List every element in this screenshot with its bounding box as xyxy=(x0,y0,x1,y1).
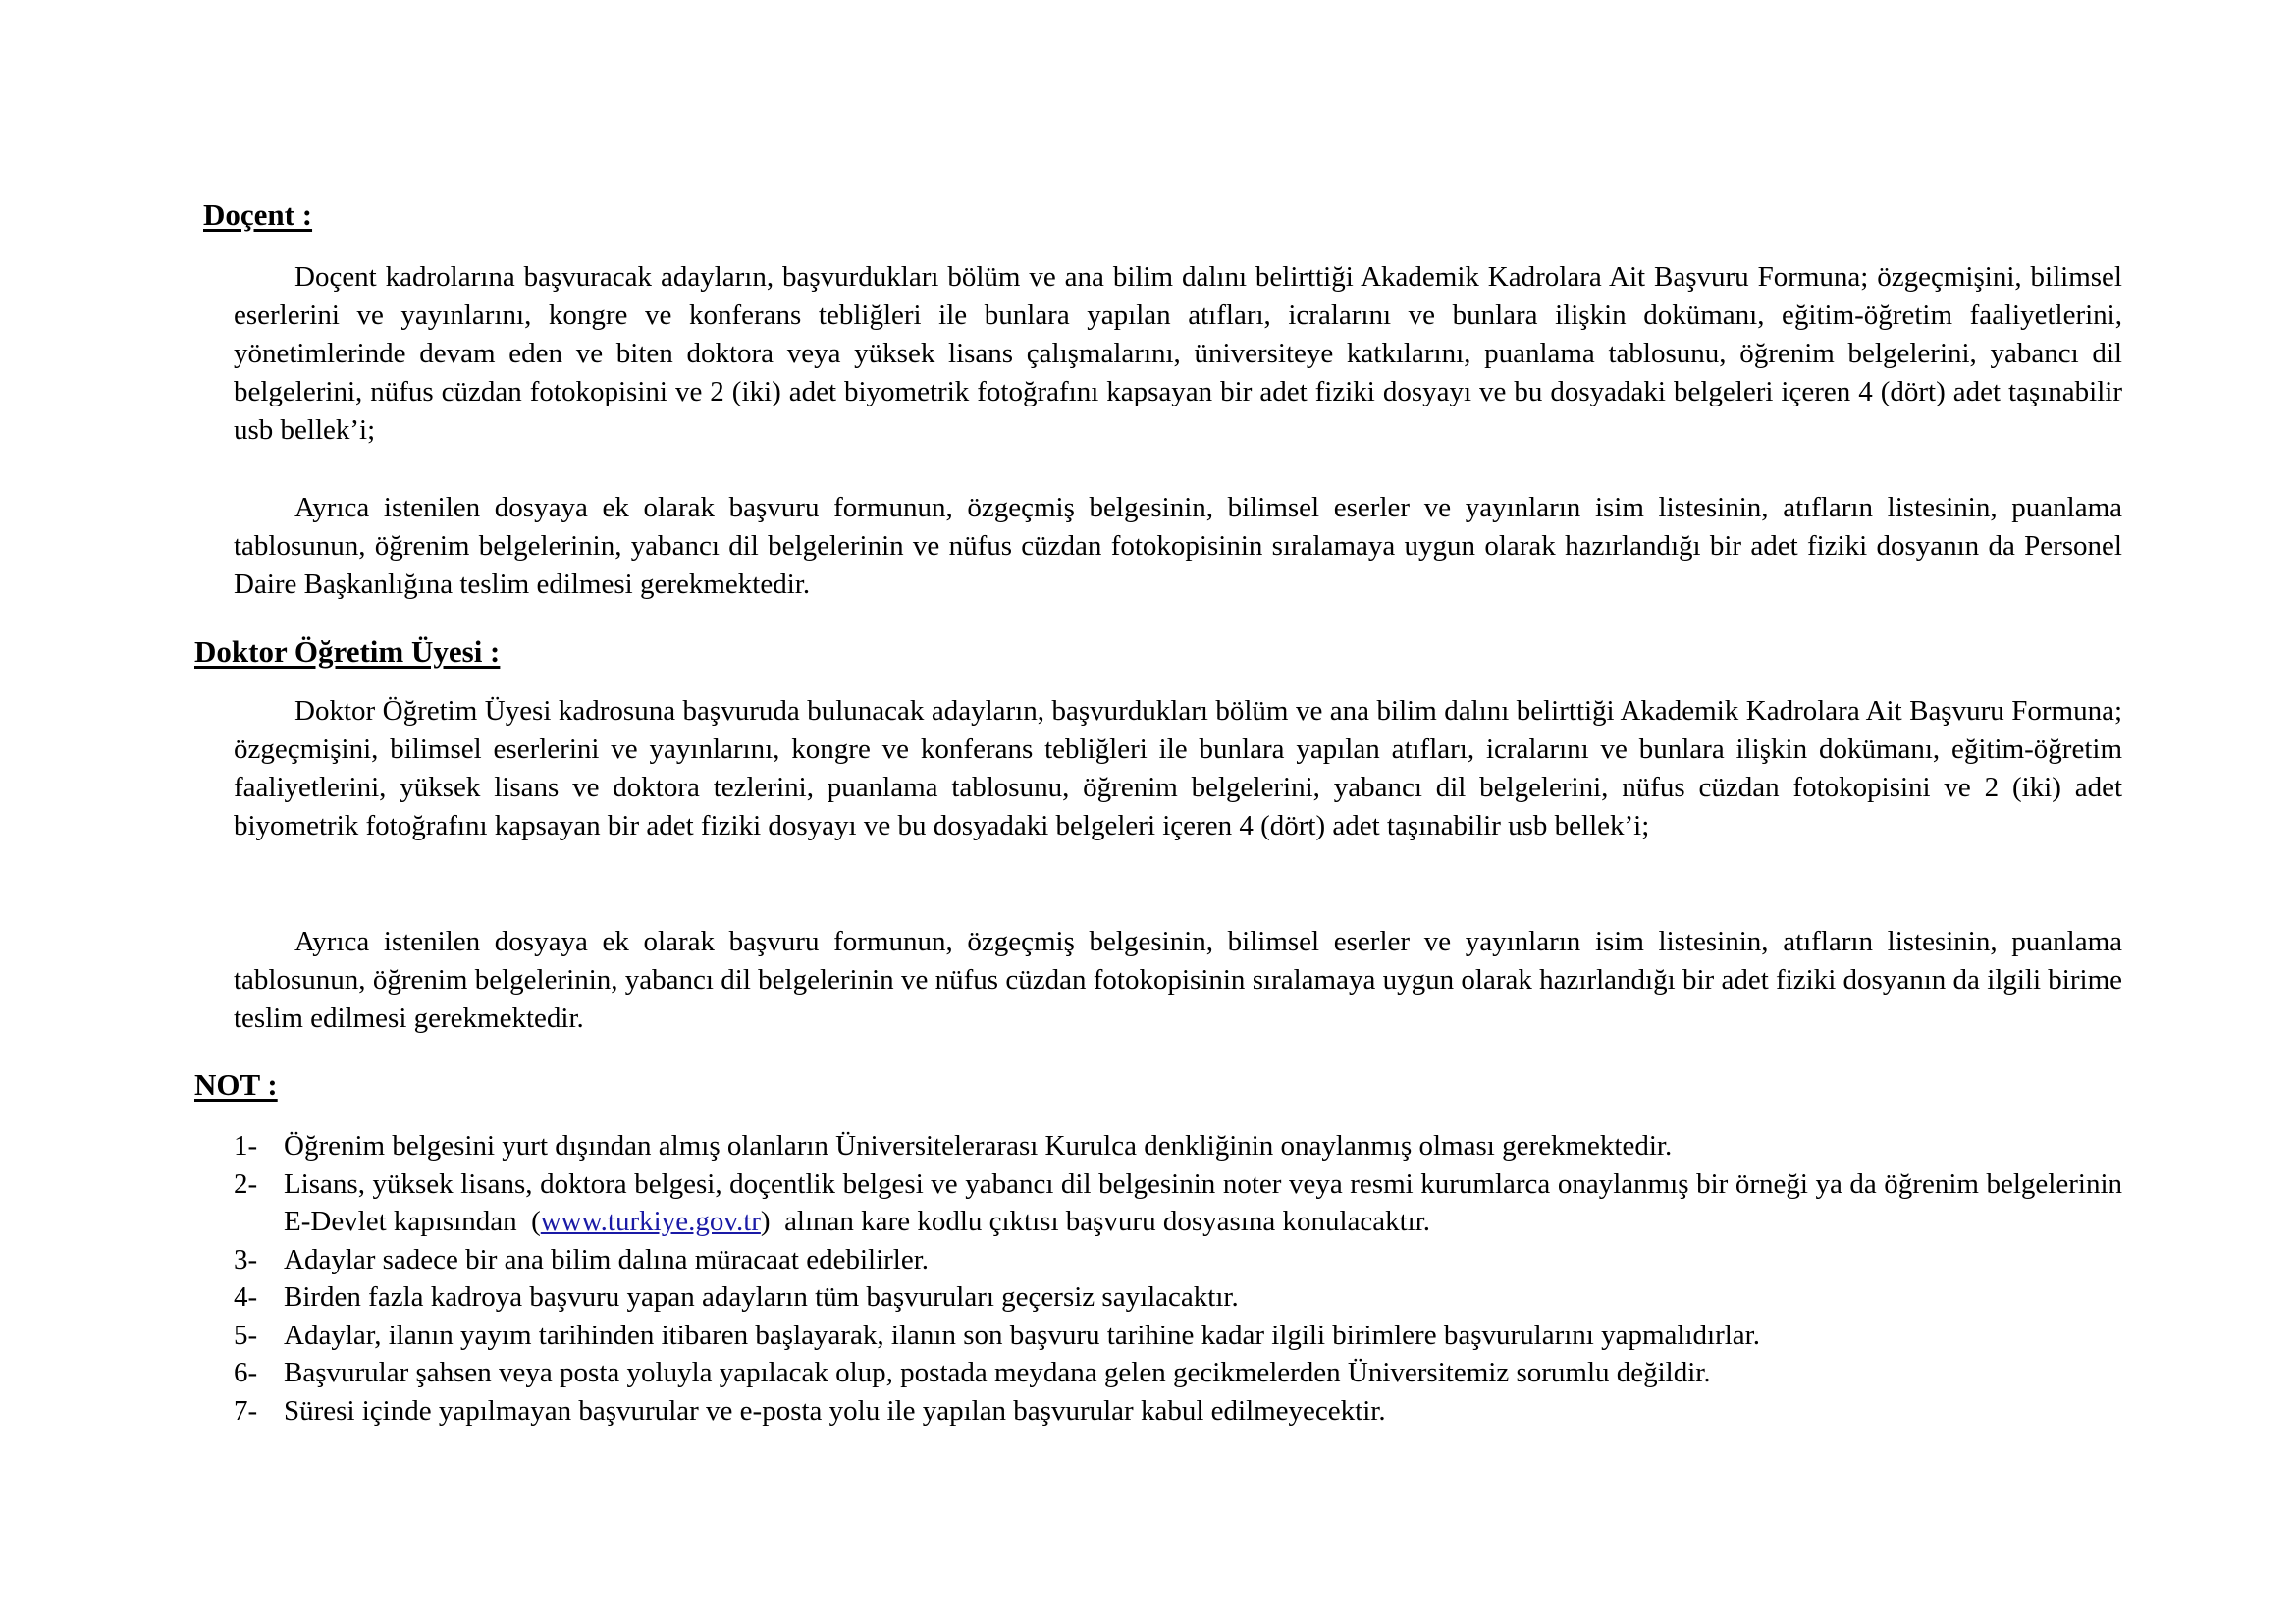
note-text: Başvurular şahsen veya posta yoluyla yapılacak olup, postada meydana gelen gecikmelerden Üniversitemiz sorumlu değildir. xyxy=(284,1357,1711,1388)
note-text-after-link: ) alınan kare kodlu çıktısı başvuru dosyasına konulacaktır. xyxy=(760,1206,1431,1237)
note-item xyxy=(234,1127,2122,1165)
note-item xyxy=(234,1278,2122,1317)
note-item xyxy=(234,1354,2122,1392)
note-text: Adaylar sadece bir ana bilim dalına müracaat edebilirler. xyxy=(284,1243,930,1275)
docent-paragraph-1: Doçent kadrolarına başvuracak adayların, başvurdukları bölüm ve ana bilim dalını belirttiği Akademik Kadrolara Ait Başvuru Formuna; özgeçmişini, bilimsel eserlerini ve yayınlarını, kongre ve konferans tebliğleri ile bunlara yapılan atıfları, icralarını ve bunlara ilişkin dokümanı, eğitim-öğretim faaliyetlerini, yönetimlerinde devam eden ve biten doktora veya yüksek lisans çalışmalarını, üniversiteye katkılarını, puanlama tablosunu, öğrenim belgelerini, yabancı dil belgelerini, nüfus cüzdan fotokopisini ve 2 (iki) adet biyometrik fotoğrafını kapsayan bir adet fiziki dosyayı ve bu dosyadaki belgeleri içeren 4 (dört) adet taşınabilir usb bellek’i; xyxy=(234,261,2122,446)
note-text: Adaylar, ilanın yayım tarihinden itibaren başlayarak, ilanın son başvuru tarihine kadar ilgili birimlere başvurularını yapmalıdırlar. xyxy=(284,1319,1760,1351)
note-text-before-link: Lisans, yüksek lisans, doktora belgesi, doçentlik belgesi ve yabancı dil belgesinin noter veya resmi kurumlarca onaylanmış bir örneği ya da öğrenim belgelerinin E-Devlet kapısından ( xyxy=(284,1167,2130,1237)
turkiye-gov-link[interactable]: www.turkiye.gov.tr xyxy=(540,1206,761,1237)
note-number: 1- xyxy=(234,1130,258,1162)
notes-list xyxy=(234,1127,2130,1430)
note-number: 7- xyxy=(234,1394,258,1427)
note-text: Öğrenim belgesini yurt dışından almış olanların Üniversitelerarası Kurulca denkliğinin onaylanmış olması gerekmektedir. xyxy=(284,1130,1673,1162)
note-number: 3- xyxy=(234,1243,258,1275)
docent-paragraph-2: Ayrıca istenilen dosyaya ek olarak başvuru formunun, özgeçmiş belgesinin, bilimsel eserler ve yayınların isim listesinin, atıfların listesinin, puanlama tablosunun, öğrenim belgelerinin, yabancı dil belgelerinin ve nüfus cüzdan fotokopisinin sıralamaya uygun olarak hazırlandığı bir adet fiziki dosyanın da Personel Daire Başkanlığına teslim edilmesi gerekmektedir. xyxy=(234,492,2122,600)
note-item xyxy=(234,1241,2122,1279)
doktor-heading: Doktor Öğretim Üyesi : xyxy=(194,634,501,669)
note-item xyxy=(234,1392,2122,1431)
note-number: 2- xyxy=(234,1167,258,1200)
note-number: 5- xyxy=(234,1319,258,1351)
doktor-paragraph-2: Ayrıca istenilen dosyaya ek olarak başvuru formunun, özgeçmiş belgesinin, bilimsel eserler ve yayınların isim listesinin, atıfların listesinin, puanlama tablosunun, öğrenim belgelerinin, yabancı dil belgelerinin ve nüfus cüzdan fotokopisinin sıralamaya uygun olarak hazırlandığı bir adet fiziki dosyanın da ilgili birime teslim edilmesi gerekmektedir. xyxy=(234,926,2122,1034)
doktor-paragraph-1: Doktor Öğretim Üyesi kadrosuna başvuruda bulunacak adayların, başvurdukları bölüm ve ana bilim dalını belirttiği Akademik Kadrolara Ait Başvuru Formuna; özgeçmişini, bilimsel eserlerini ve yayınlarını, kongre ve konferans tebliğleri ile bunlara yapılan atıfları, icralarını ve bunlara ilişkin dokümanı, eğitim-öğretim faaliyetlerini, yüksek lisans ve doktora tezlerini, puanlama tablosunu, öğrenim belgelerini, yabancı dil belgelerini, nüfus cüzdan fotokopisini ve 2 (iki) adet biyometrik fotoğrafını kapsayan bir adet fiziki dosyayı ve bu dosyadaki belgeleri içeren 4 (dört) adet taşınabilir usb bellek’i; xyxy=(234,695,2122,841)
note-number: 6- xyxy=(234,1357,258,1388)
docent-heading: Doçent : xyxy=(203,197,313,232)
not-heading: NOT : xyxy=(194,1067,278,1102)
note-item xyxy=(234,1165,2130,1241)
note-text: Birden fazla kadroya başvuru yapan adayların tüm başvuruları geçersiz sayılacaktır. xyxy=(284,1281,1239,1313)
note-text: Süresi içinde yapılmayan başvurular ve e-posta yolu ile yapılan başvurular kabul edilmeyecektir. xyxy=(284,1394,1386,1427)
note-item xyxy=(234,1317,2122,1355)
note-number: 4- xyxy=(234,1281,258,1313)
